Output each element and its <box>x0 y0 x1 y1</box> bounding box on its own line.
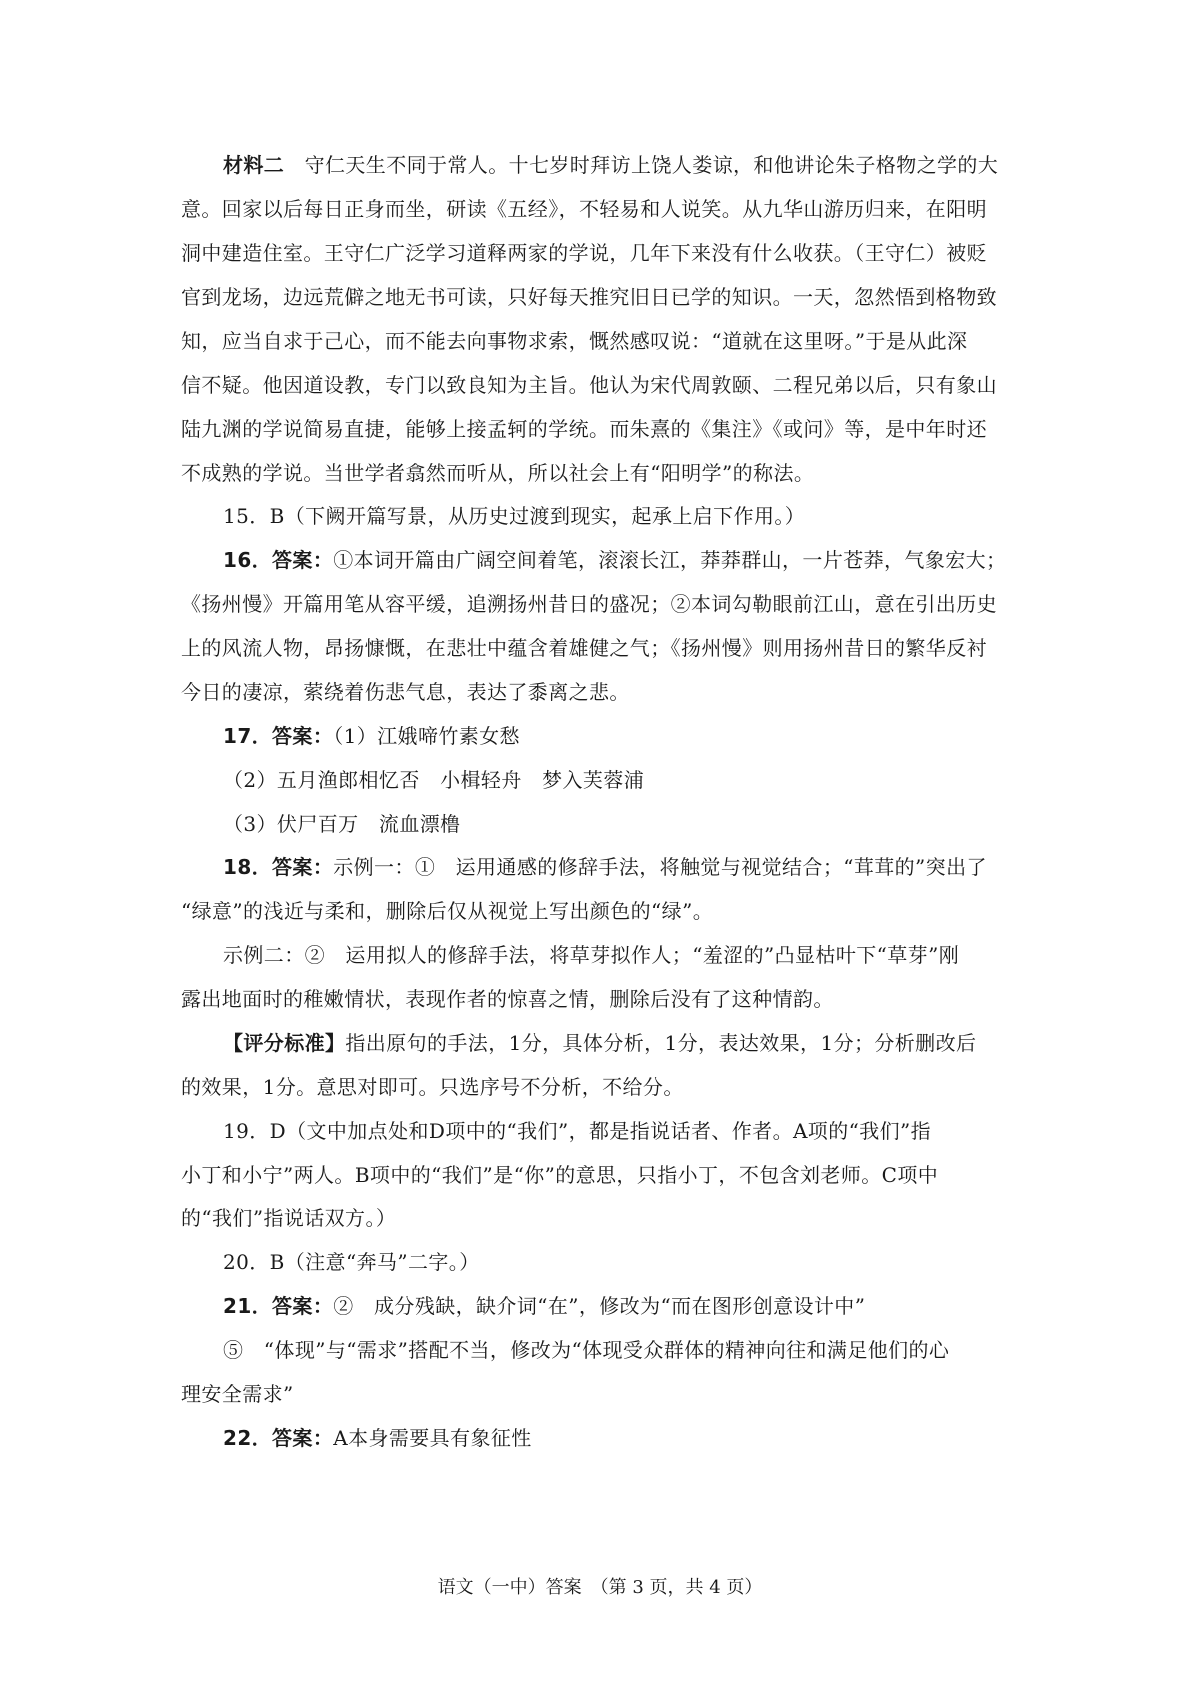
answer-label: 17．答案： <box>223 724 334 748</box>
answer-16: 16．答案：①本词开篇由广阔空间着笔，滚滚长江，莽莽群山，一片苍莽，气象宏大； <box>223 548 1007 572</box>
page-footer: 语文（一中）答案 （第 3 页，共 4 页） <box>437 1577 763 1598</box>
text-line: 理安全需求” <box>181 1382 294 1406</box>
answer-15: 15．B（下阙开篇写景，从历史过渡到现实，起承上启下作用。） <box>223 504 806 528</box>
text-line: 今日的凄凉，萦绕着伤悲气息，表达了黍离之悲。 <box>181 680 630 704</box>
text-line: “绿意”的浅近与柔和，删除后仅从视觉上写出颜色的“绿”。 <box>181 899 714 923</box>
text-line: 《扬州慢》开篇用笔从容平缓，追溯扬州昔日的盛况；②本词勾勒眼前江山，意在引出历史 <box>181 592 997 616</box>
text-line: 示例二：② 运用拟人的修辞手法，将草芽拟作人；“羞涩的”凸显枯叶下“草芽”刚 <box>223 943 960 967</box>
text-line: 意。回家以后每日正身而坐，研读《五经》，不轻易和人说笑。从九华山游历归来，在阳明 <box>181 197 987 221</box>
answer-20: 20．B（注意“奔马”二字。） <box>223 1250 480 1274</box>
criteria-label: 【评分标准】 <box>223 1031 346 1055</box>
text-line: 材料二 守仁天生不同于常人。十七岁时拜访上饶人娄谅，和他讲论朱子格物之学的大 <box>223 153 999 177</box>
text-line: 洞中建造住室。王守仁广泛学习道释两家的学说，几年下来没有什么收获。（王守仁）被贬 <box>181 241 987 265</box>
text-line: 知，应当自求于己心，而不能去向事物求索，慨然感叹说：“道就在这里呀。”于是从此深 <box>181 329 968 353</box>
answer-21: 21．答案：② 成分残缺，缺介词“在”，修改为“而在图形创意设计中” <box>223 1294 866 1318</box>
text-line: 小丁和小宁”两人。B项中的“我们”是“你”的意思，只指小丁，不包含刘老师。C项中 <box>181 1163 939 1187</box>
section-label: 材料二 <box>223 153 285 177</box>
answer-label: 22．答案： <box>223 1426 334 1450</box>
answer-label: 21．答案： <box>223 1294 334 1318</box>
text-line: 的“我们”指说话双方。） <box>181 1206 397 1230</box>
text-line: 的效果，1分。意思对即可。只选序号不分析，不给分。 <box>181 1075 684 1099</box>
scoring-criteria: 【评分标准】指出原句的手法，1分，具体分析，1分，表达效果，1分；分析删改后 <box>223 1031 977 1055</box>
text-line: （3）伏尸百万 流血漂橹 <box>223 812 461 836</box>
text-line: ⑤ “体现”与“需求”搭配不当，修改为“体现受众群体的精神向往和满足他们的心 <box>223 1338 950 1362</box>
answer-22: 22．答案：A本身需要具有象征性 <box>223 1426 532 1450</box>
text-line: 露出地面时的稚嫩情状，表现作者的惊喜之情，删除后没有了这种情韵。 <box>181 987 834 1011</box>
text-line: 官到龙场，边远荒僻之地无书可读，只好每天推究旧日已学的知识。一天，忽然悟到格物致 <box>181 285 997 309</box>
text-line: （2）五月渔郎相忆否 小楫轻舟 梦入芙蓉浦 <box>223 768 645 792</box>
text-line: 不成熟的学说。当世学者翕然而听从，所以社会上有“阳明学”的称法。 <box>181 461 815 485</box>
text-line: 上的风流人物，昂扬慷慨，在悲壮中蕴含着雄健之气；《扬州慢》则用扬州昔日的繁华反衬 <box>181 636 987 660</box>
text-line: 信不疑。他因道设教，专门以致良知为主旨。他认为宋代周敦颐、二程兄弟以后，只有象山 <box>181 373 997 397</box>
answer-19: 19．D（文中加点处和D项中的“我们”，都是指说话者、作者。A项的“我们”指 <box>223 1119 932 1143</box>
answer-18: 18．答案：示例一：① 运用通感的修辞手法，将触觉与视觉结合；“茸茸的”突出了 <box>223 855 987 879</box>
text-line: 陆九渊的学说简易直捷，能够上接孟轲的学统。而朱熹的《集注》《或问》等，是中年时还 <box>181 417 987 441</box>
answer-label: 18．答案： <box>223 855 334 879</box>
answer-17: 17．答案：（1）江娥啼竹素女愁 <box>223 724 520 748</box>
answer-label: 16．答案： <box>223 548 334 572</box>
